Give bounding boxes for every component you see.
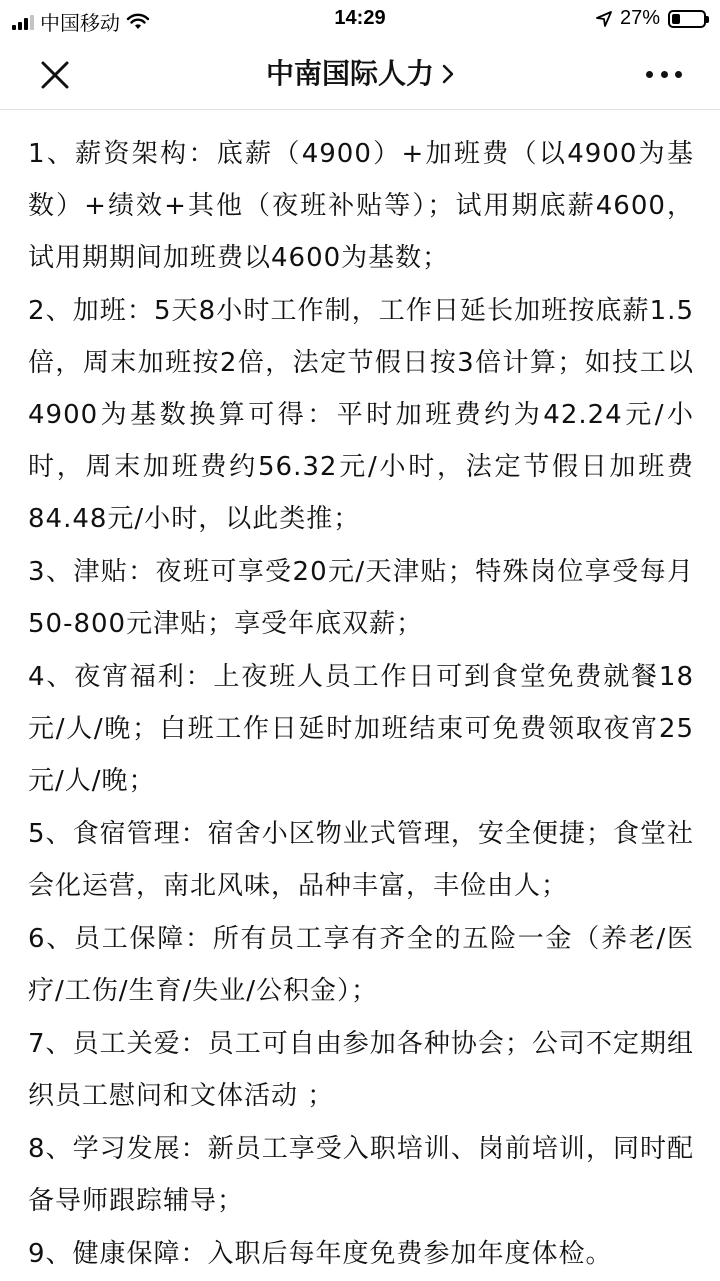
paragraph-learning: 8、学习发展：新员工享受入职培训、岗前培训，同时配备导师跟踪辅导； [28,1134,694,1216]
location-arrow-icon [596,11,612,27]
nav-title-area [0,38,720,110]
paragraph-night-meal: 4、夜宵福利：上夜班人员工作日可到食堂免费就餐18元/人/晚；白班工作日延时加班结束可免费领取夜宵25元/人/晚； [28,662,694,796]
status-right [596,7,706,30]
paragraph-insurance: 6、员工保障：所有员工享有齐全的五险一金（养老/医疗/工伤/生育/失业/公积金）； [28,924,694,1006]
paragraph-accommodation: 5、食宿管理：宿舍小区物业式管理，安全便捷；食堂社会化运营，南北风味，品种丰富，丰俭由人； [28,819,694,901]
more-icon[interactable] [646,68,682,80]
carrier-label: 中国移动 [40,13,120,35]
battery-percent: 27% [619,7,660,29]
status-bar [0,0,720,38]
account-title-link[interactable] [266,38,454,110]
battery-icon [668,10,706,28]
paragraph-health: 9、健康保障：入职后每年度免费参加年度体检。 [28,1239,613,1269]
nav-bar [0,38,720,110]
paragraph-care: 7、员工关爱：员工可自由参加各种协会；公司不定期组织员工慰问和文体活动 ； [28,1029,694,1111]
paragraph-salary: 1、薪资架构：底薪（4900）+加班费（以4900为基数）+绩效+其他（夜班补贴等）；试用期底薪4600，试用期期间加班费以4600为基数； [28,139,694,273]
paragraph-allowance: 3、津贴：夜班可享受20元/天津贴；特殊岗位享受每月50-800元津贴；享受年底双薪； [28,557,694,639]
paragraph-overtime: 2、加班：5天8小时工作制，工作日延长加班按底薪1.5倍，周末加班按2倍，法定节假日按3倍计算；如技工以4900为基数换算可得：平时加班费约为42.24元/小时，周末加班费约56.32元/小时，法定节假日加班费84.48元/小时，以此类推； [28,296,694,534]
page-title: 中南国际人力 [265,57,434,90]
chevron-right-icon [442,64,454,84]
article-body [28,128,694,1281]
status-time: 14:29 [334,7,386,29]
battery-level [672,14,680,24]
